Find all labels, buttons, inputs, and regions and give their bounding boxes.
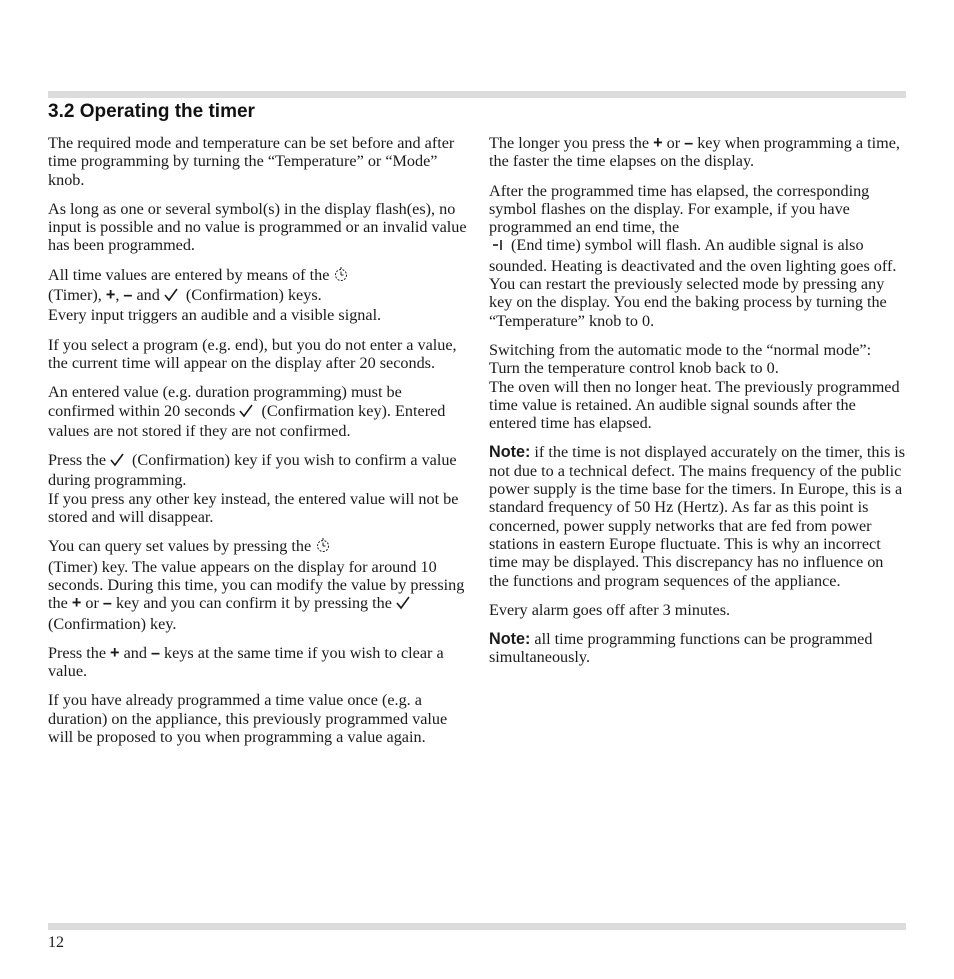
- paragraph: Press the + and – keys at the same time if you wish to clear a value.: [48, 643, 444, 681]
- paragraph: As long as one or several symbol(s) in the display flash(es), no input is possible and no value is programmed or an invalid value has been programmed.: [48, 199, 467, 255]
- timer-icon: [314, 537, 332, 557]
- right-column: [489, 134, 907, 678]
- note-paragraph: Note: if the time is not displayed accurately on the timer, this is not due to a technical defect. The mains frequency of the public power supply is the time base for the timers. In Europe, this is a standard frequency of 50 Hz (Hertz). As far as this point is concerned, power supply networks that are fed from power stations in eastern Europe fluctuate. This is why an incorrect time may be displayed. This discrepancy has no influence on the functions and program sequences of the appliance.: [489, 443, 906, 590]
- note-paragraph: Note: all time programming functions can be programmed simultaneously.: [489, 630, 873, 667]
- paragraph: If you have already programmed a time value once (e.g. a duration) on the appliance, this previously programmed value will be proposed to you when programming a value again.: [48, 691, 448, 747]
- paragraph: The longer you press the + or – key when programming a time, the faster the time elapses on the display.: [489, 134, 900, 171]
- checkmark-icon: [163, 288, 179, 306]
- timer-icon: [332, 266, 350, 286]
- paragraph: Every alarm goes off after 3 minutes.: [489, 600, 731, 619]
- note-label: Note:: [489, 630, 531, 649]
- paragraph: You can query set values by pressing the (Timer) key. The value appears on the display for around 10 seconds. During this time, you can modify the value by pressing the + or – key and you can confirm it by pressing the(Confirmation) key.: [48, 537, 465, 633]
- paragraph: The required mode and temperature can be set before and after time programming by turning the “Temperature” or “Mode” knob.: [48, 134, 455, 189]
- paragraph: Switching from the automatic mode to the “normal mode”: Turn the temperature control knob back to 0. The oven will then no longer heat. The previously programmed time value is retained. An audible signal sounds after the entered time has elapsed.: [489, 340, 900, 433]
- bottom-rule: [48, 923, 906, 930]
- paragraph: All time values are entered by means of the (Timer), +, – and (Confirmation) keys. Every input triggers an audible and a visible signal.: [48, 265, 382, 325]
- paragraph: Press the (Confirmation) key if you wish to confirm a value during programming. If you press any other key instead, the entered value will not be stored and will disappear.: [48, 451, 459, 527]
- paragraph: An entered value (e.g. duration programming) must be confirmed within 20 seconds (Confirmation key). Entered values are not stored if they are not confirmed.: [48, 383, 446, 440]
- page-number: 12: [48, 934, 64, 951]
- checkmark-icon: [238, 404, 254, 422]
- section-heading: 3.2 Operating the timer: [48, 101, 255, 122]
- checkmark-icon: [109, 453, 125, 471]
- end-time-icon: [492, 238, 504, 256]
- checkmark-icon: [395, 596, 411, 614]
- note-label: Note:: [489, 443, 531, 462]
- paragraph: If you select a program (e.g. end), but you do not enter a value, the current time will appear on the display after 20 seconds.: [48, 335, 457, 372]
- left-column: [48, 134, 468, 757]
- top-rule: [48, 91, 906, 98]
- paragraph: After the programmed time has elapsed, the corresponding symbol flashes on the display. For example, if you have programmed an end time, the (End time) symbol will flash. An audible signal is also sounded. Heating is deactivated and the oven lighting goes off. You can restart the previously selected mode by pressing any key on the display. You end the baking process by turning the “Temperature” knob to 0.: [489, 181, 897, 330]
